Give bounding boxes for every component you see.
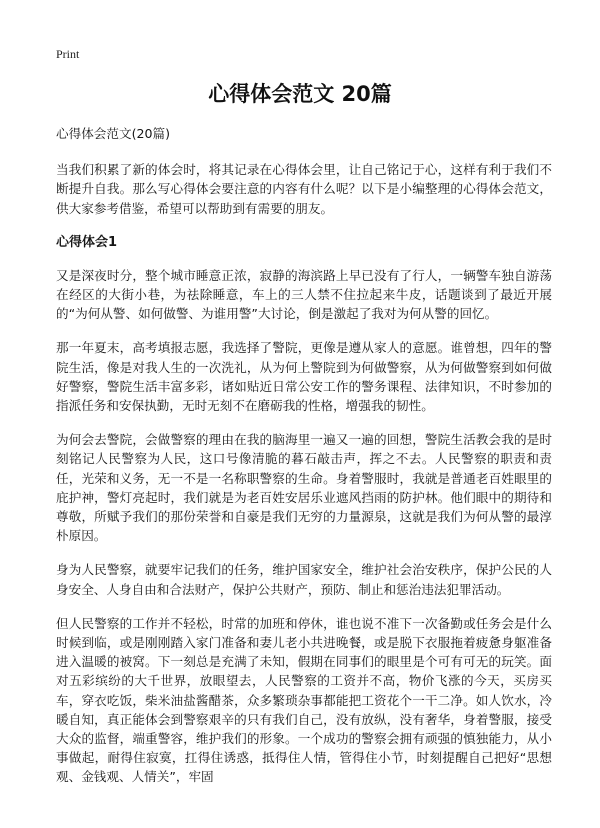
document-subtitle: 心得体会范文(20篇) xyxy=(56,126,171,141)
body-paragraph: 但人民警察的工作并不轻松，时常的加班和停休，谁也说不准下一次备勤或任务会是什么时候到临，或是刚刚踏入家门准备和妻儿老小共进晚餐，或是脱下衣服拖着疲惫身躯准备进入温暖的被窝。下一刻总是充满了未知，假期在同事们的眼里是个可有可无的玩笑。面对五彩缤纷的大千世界，放眼望去，人民警察的工资并不高，物价飞涨的今天，买房买车，穿衣吃饭，柴米油盐酱醋茶，众多繁琐杂事都能把工资花个一干二净。如人饮水，冷暖自知，真正能体会到警察艰辛的只有我们自己，没有放纵，没有奢华，身着警服，接受大众的监督，端重警容，维护我们的形象。一个成功的警察会拥有顽强的慎独能力，从小事做起，耐得住寂寞，扛得住诱惑，抵得住人情，管得住小节，时刻提醒自己把好“思想观、金钱观、人情关”，牢固 xyxy=(56,615,552,785)
body-paragraph: 为何会去警院，会做警察的理由在我的脑海里一遍又一遍的回想，警院生活教会我的是时刻铭记人民警察为人民，这口号像清脆的暮石敲击声，挥之不去。人民警察的职责和责任，光荣和义务，无一不是一名称职警察的生命。身着警服时，我就是普通老百姓眼里的庇护神，警灯亮起时，我们就是为老百姓安居乐业遮风挡雨的防护林。他们眼中的期待和尊敬，所赋予我们的那份荣誉和自豪是我们无穷的力量源泉，这就是我们为何从警的最淳朴原因。 xyxy=(56,432,552,544)
document-body xyxy=(56,124,552,802)
body-paragraph: 那一年夏末，高考填报志愿，我选择了警院，更像是遵从家人的意愿。谁曾想，四年的警院生活，像是对我人生的一次洗礼，从为何上警院到为何做警察，从为何做警察到如何做好警察，警院生活丰富多彩，诸如贴近日常公安工作的警务课程、法律知识，不时参加的指派任务和安保执勤，无时无刻不在磨砺我的性格，增强我的韧性。 xyxy=(56,340,552,414)
body-paragraph: 又是深夜时分，整个城市睡意正浓，寂静的海滨路上早已没有了行人，一辆警车独自游荡在经区的大街小巷，为祛除睡意，车上的三人禁不住拉起来牛皮，话题谈到了最近开展的“为何从警、如何做警、为谁用警”大讨论，倒是激起了我对为何从警的回忆。 xyxy=(56,267,552,322)
body-paragraph: 身为人民警察，就要牢记我们的任务，维护国家安全，维护社会治安秩序，保护公民的人身安全、人身自由和合法财产，保护公共财产，预防、制止和惩治违法犯罪活动。 xyxy=(56,562,552,597)
section-heading: 心得体会1 xyxy=(56,234,118,250)
intro-paragraph: 当我们积累了新的体会时，将其记录在心得体会里，让自己铭记于心，这样有利于我们不断提升自我。那么写心得体会要注意的内容有什么呢？以下是小编整理的心得体会范文，供大家参考借鉴，希望可以帮助到有需要的朋友。 xyxy=(56,162,552,216)
print-link[interactable]: Print xyxy=(56,47,80,61)
document-title: 心得体会范文 20篇 xyxy=(208,82,392,106)
